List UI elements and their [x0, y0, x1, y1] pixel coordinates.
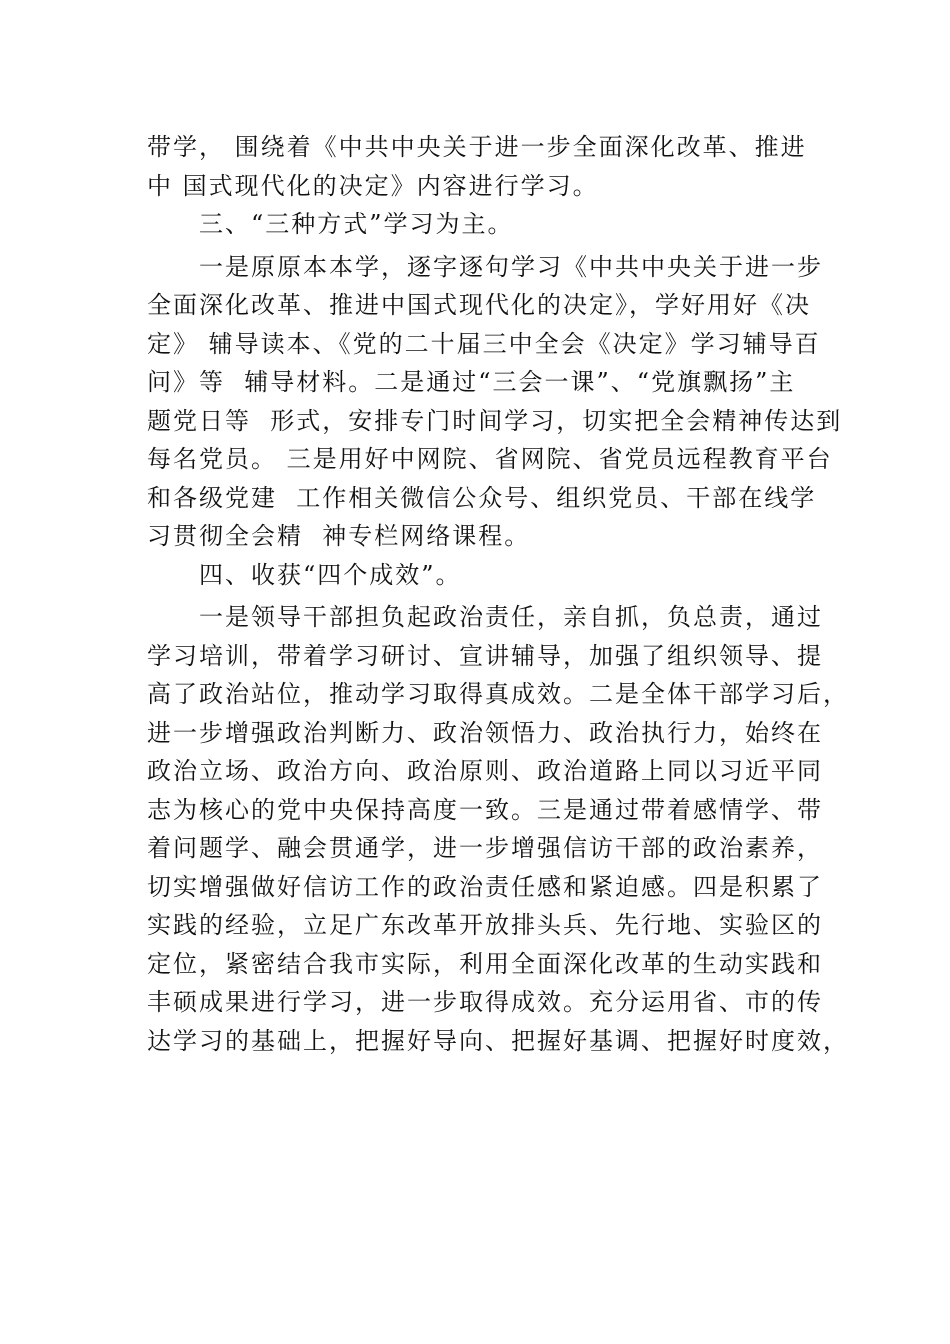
document-body [147, 128, 849, 1060]
paragraph-line: 定位，紧密结合我市实际，利用全面深化改革的生动实践和 [147, 949, 823, 978]
paragraph-line: 习贯彻全会精 神专栏网络课程。 [147, 522, 531, 550]
paragraph-line: 高了政治站位，推动学习取得真成效。二是全体干部学习后， [147, 680, 849, 708]
paragraph-line: 志为核心的党中央保持高度一致。三是通过带着感情学、带 [147, 795, 823, 824]
paragraph-line: 一是领导干部担负起政治责任，亲自抓，负总责，通过 [199, 603, 823, 631]
paragraph-line: 政治立场、政治方向、政治原则、政治道路上同以习近平同 [147, 757, 823, 785]
paragraph-line: 定》 辅导读本、《党的二十届三中全会《决定》学习辅导百 [147, 329, 821, 358]
paragraph-line: 学习培训，带着学习研讨、宣讲辅导，加强了组织领导、提 [147, 641, 823, 670]
paragraph-line: 每名党员。 三是用好中网院、省网院、省党员远程教育平台 [147, 445, 833, 473]
paragraph-line: 题党日等 形式，安排专门时间学习，切实把全会精神传达到 [147, 406, 843, 435]
paragraph-line: 一是原原本本学，逐字逐句学习《中共中央关于进一步 [199, 252, 823, 281]
paragraph-line: 进一步增强政治判断力、政治领悟力、政治执行力，始终在 [147, 718, 823, 747]
paragraph-line: 问》等 辅导材料。二是通过“三会一课”、“党旗飘扬”主 [147, 368, 796, 396]
paragraph-line: 达学习的基础上，把握好导向、把握好基调、把握好时度效， [147, 1026, 849, 1055]
paragraph-line: 丰硕成果进行学习，进一步取得成效。充分运用省、市的传 [147, 988, 823, 1016]
paragraph-line: 中 国式现代化的决定》内容进行学习。 [147, 171, 599, 200]
paragraph-line: 着问题学、融会贯通学，进一步增强信访干部的政治素养， [147, 834, 823, 862]
paragraph-line: 带学， 围绕着《中共中央关于进一步全面深化改革、推进 [147, 133, 807, 161]
paragraph-line: 和各级党建 工作相关微信公众号、组织党员、干部在线学 [147, 483, 817, 512]
paragraph-line: 切实增强做好信访工作的政治责任感和紧迫感。四是积累了 [147, 872, 823, 901]
section-heading: 三、“三种方式”学习为主。 [199, 210, 514, 238]
paragraph-line: 实践的经验，立足广东改革开放排头兵、先行地、实验区的 [147, 911, 823, 939]
paragraph-line: 全面深化改革、推进中国式现代化的决定》，学好用好《决 [147, 291, 811, 319]
section-heading: 四、收获“四个成效”。 [199, 560, 462, 589]
